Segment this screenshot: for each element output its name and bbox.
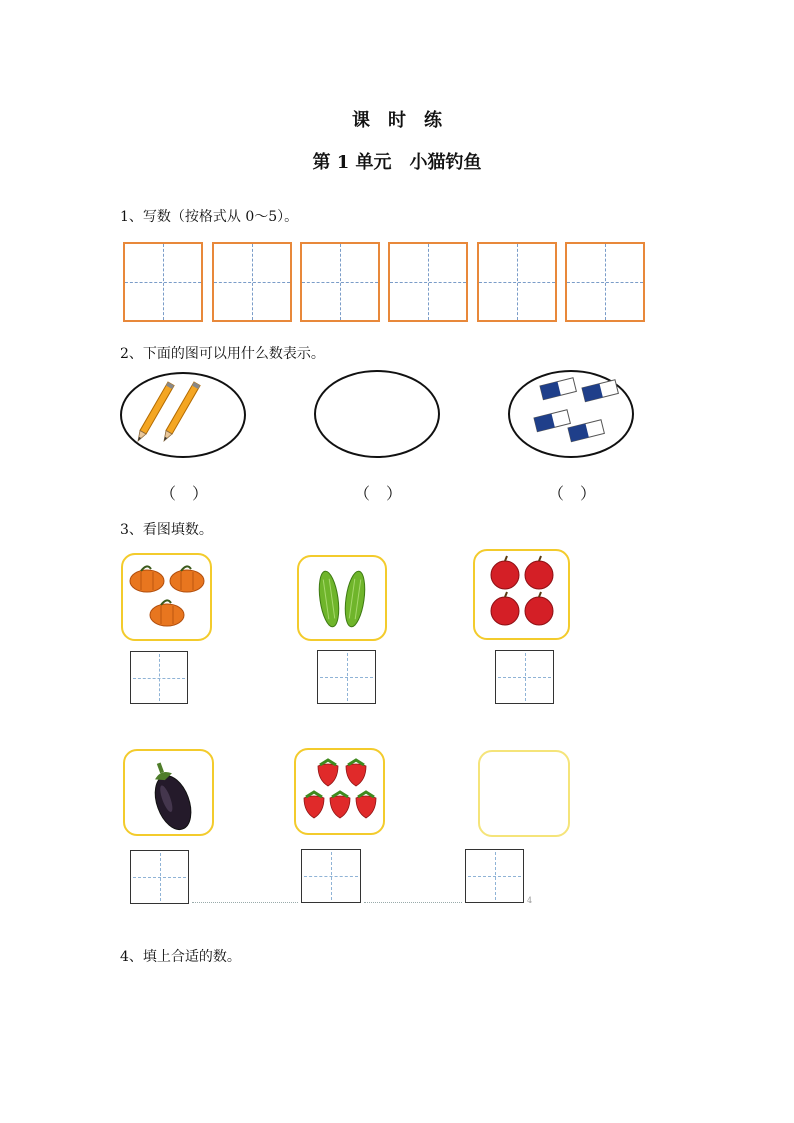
writing-cell[interactable] xyxy=(300,242,380,322)
answer-box[interactable] xyxy=(317,650,376,704)
writing-cell[interactable] xyxy=(123,242,203,322)
question-2-label: 2、下面的图可以用什么数表示。 xyxy=(120,346,325,362)
pumpkin-icon xyxy=(123,555,209,638)
pencil-icon xyxy=(122,374,244,456)
writing-cell[interactable] xyxy=(477,242,557,322)
dotted-line xyxy=(364,902,462,903)
answer-box[interactable] xyxy=(495,650,554,704)
writing-cell[interactable] xyxy=(565,242,645,322)
strawberry-card xyxy=(294,748,385,835)
eraser-oval xyxy=(508,370,634,458)
empty-card xyxy=(478,750,570,837)
page-title: 课 时 练 xyxy=(352,110,442,131)
answer-box[interactable] xyxy=(301,849,361,903)
question-1-label: 1、写数（按格式从 0～5）。 xyxy=(120,209,299,225)
page-subtitle: 第 1 单元 小猫钓鱼 xyxy=(312,152,482,173)
writing-cell[interactable] xyxy=(388,242,468,322)
eggplant-card xyxy=(123,749,214,836)
apple-card xyxy=(473,549,570,640)
answer-box[interactable] xyxy=(130,651,188,704)
cucumber-icon xyxy=(299,557,384,638)
eraser-icon xyxy=(510,372,632,456)
eggplant-icon xyxy=(125,751,211,833)
dotted-line xyxy=(192,902,298,903)
cucumber-card xyxy=(297,555,387,641)
answer-box[interactable] xyxy=(465,849,524,903)
writing-cell[interactable] xyxy=(212,242,292,322)
empty-oval xyxy=(314,370,440,458)
answer-blank[interactable]: （ ） xyxy=(548,484,597,503)
apple-icon xyxy=(475,551,567,637)
strawberry-icon xyxy=(296,750,382,832)
answer-blank[interactable]: （ ） xyxy=(160,484,209,503)
answer-blank[interactable]: （ ） xyxy=(354,484,403,503)
pumpkin-card xyxy=(121,553,212,641)
page-mark: 4 xyxy=(527,896,533,905)
pencil-oval xyxy=(120,372,246,458)
question-4-label: 4、填上合适的数。 xyxy=(120,949,241,965)
answer-box[interactable] xyxy=(130,850,189,904)
question-3-label: 3、看图填数。 xyxy=(120,522,213,538)
